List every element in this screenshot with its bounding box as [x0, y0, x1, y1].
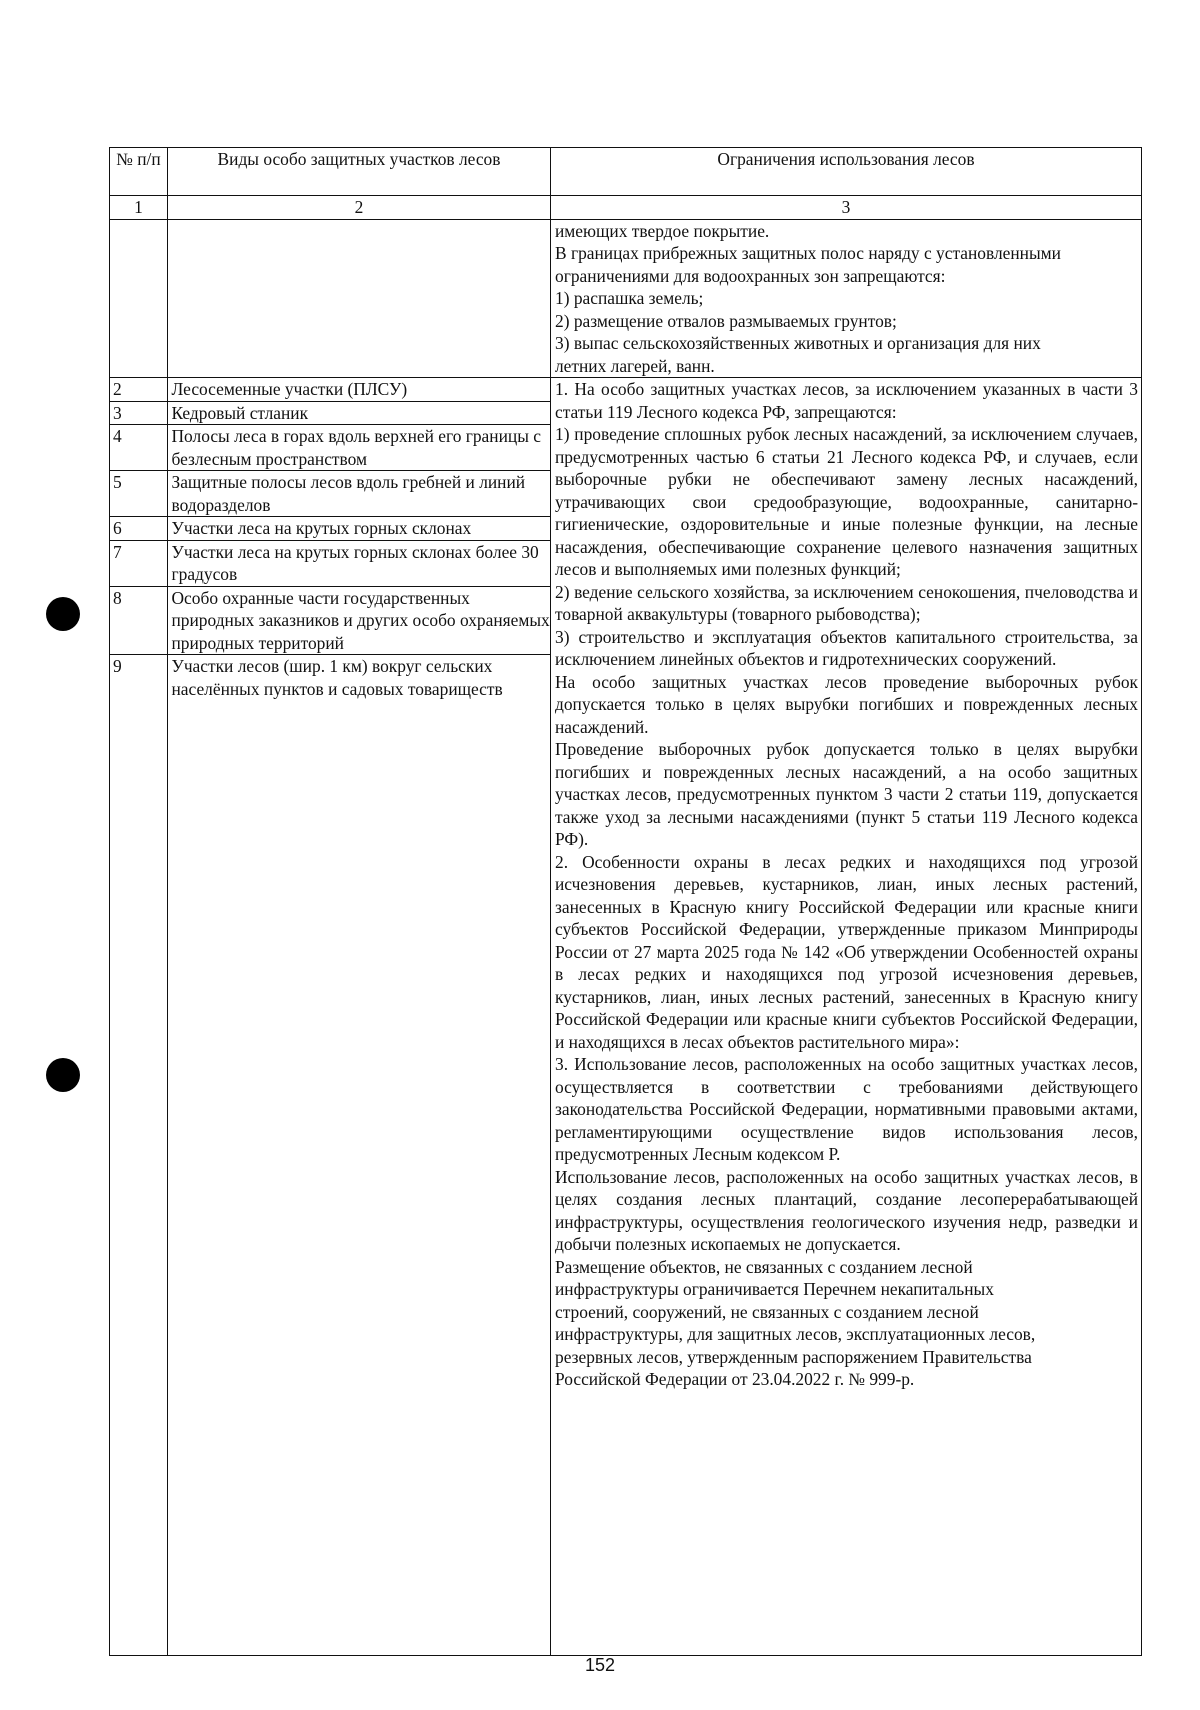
text-line: инфраструктуры, для защитных лесов, эксплуатационных лесов,: [555, 1324, 1036, 1344]
header-col-num: № п/п: [110, 148, 168, 196]
item-name: Защитные полосы лесов вдоль гребней и линий водоразделов: [167, 471, 550, 517]
text-line: ограничениями для водоохранных зон запрещаются:: [555, 265, 946, 286]
continued-restrictions: [551, 219, 1142, 378]
text-line: Размещение объектов, не связанных с созданием лесной: [555, 1256, 973, 1277]
page-number: 152: [584, 1655, 616, 1675]
column-number: 2: [168, 196, 551, 220]
restriction-paragraph: 3) строительство и эксплуатация объектов капитального строительства, за исключением линейных объектов и гидротехнических сооружений.: [555, 626, 1138, 669]
forest-types-cell: [110, 378, 551, 1656]
item-name: Участки леса на крутых горных склонах: [167, 517, 550, 541]
punch-hole: [46, 597, 80, 631]
restriction-paragraph: 1) проведение сплошных рубок лесных насаждений, за исключением случаев, предусмотренных частью 6 статьи 21 Лесного кодекса РФ, и случаев, если выборочные рубки не обеспечивают замену лесных насаждений, утрачивающих свои средообразующие, водоохранные, санитарно-гигиенические, оздоровительные и иные полезные функции, на лесные насаждения, обеспечивающие сохранение целевого назначения защитных лесов и выполняемых ими полезных функций;: [555, 424, 1138, 579]
text-line: летних лагерей, ванн.: [555, 355, 715, 376]
restriction-paragraph: 1. На особо защитных участках лесов, за исключением указанных в части 3 статьи 119 Лесного кодекса РФ, запрещаются:: [555, 379, 1138, 422]
column-number: 3: [551, 196, 1142, 220]
text-line: имеющих твердое покрытие.: [555, 220, 770, 241]
main-row: [110, 378, 1142, 1656]
text-line: Российской Федерации от 23.04.2022 г. № 999-р.: [555, 1369, 915, 1389]
empty-cell: [110, 219, 168, 378]
list-item: [110, 378, 550, 401]
header-col-restrictions: Ограничения использования лесов: [551, 148, 1142, 196]
list-item: [110, 540, 550, 586]
restriction-paragraph: 3. Использование лесов, расположенных на особо защитных участках лесов, осуществляется в соответствии с требованиями действующего законодательства Российской Федерации, нормативными правовыми актами, регламентирующими осуществление видов использования лесов, предусмотренных Лесным кодексом Р.: [555, 1054, 1138, 1164]
item-number: 5: [110, 471, 167, 517]
list-item: [110, 586, 550, 655]
list-item: [110, 425, 550, 471]
restriction-paragraph: 2. Особенности охраны в лесах редких и находящихся под угрозой исчезновения деревьев, кустарников, лиан, иных лесных растений, занесенных в Красную книгу Российской Федерации или красные книги субъектов Российской Федерации, утвержденные приказом Минприроды России от 27 марта 2025 года № 142 «Об утверждении Особенностей охраны в лесах редких и находящихся под угрозой исчезновения деревьев, кустарников, лиан, иных лесных растений, занесенных в Красную книгу Российской Федерации или красные книги субъектов Российской Федерации, и находящихся в лесах объектов растительного мира»:: [555, 851, 1138, 1052]
restrictions-cell: [551, 378, 1142, 1656]
item-number: 3: [110, 401, 167, 425]
empty-cell: [168, 219, 551, 378]
continued-row: [110, 219, 1142, 378]
restriction-paragraph: На особо защитных участках лесов проведение выборочных рубок допускается только в целях вырубки погибших и поврежденных лесных насаждений.: [555, 671, 1138, 737]
forest-types-list: [110, 378, 550, 1655]
forest-restrictions-table: [109, 147, 1142, 1656]
item-number: 4: [110, 425, 167, 471]
punch-hole: [46, 1058, 80, 1092]
item-name: Особо охранные части государственных природных заказников и других особо охраняемых природных территорий: [167, 586, 550, 655]
item-name: Полосы леса в горах вдоль верхней его границы с безлесным пространством: [167, 425, 550, 471]
item-name: Участки лесов (шир. 1 км) вокруг сельских населённых пунктов и садовых товариществ: [171, 656, 503, 699]
list-item: [110, 401, 550, 425]
item-number: 8: [110, 586, 167, 655]
item-number: 7: [110, 540, 167, 586]
list-item: [110, 471, 550, 517]
item-number: 9: [110, 655, 167, 1656]
item-number: 6: [110, 517, 167, 541]
table-header-row: [110, 148, 1142, 196]
text-line: 3) выпас сельскохозяйственных животных и организация для них: [555, 333, 1041, 353]
restriction-paragraph: 2) ведение сельского хозяйства, за исключением сенокошения, пчеловодства и товарной аквакультуры (товарного рыбоводства);: [555, 581, 1138, 624]
item-number: 2: [110, 378, 167, 401]
item-name: Кедровый стланик: [167, 401, 550, 425]
restriction-paragraph: Использование лесов, расположенных на особо защитных участках лесов, в целях создания лесных плантаций, создание лесоперерабатывающей инфраструктуры, осуществления геологического изучения недр, разведки и добычи полезных ископаемых не допускается.: [555, 1166, 1138, 1254]
restriction-paragraph: Проведение выборочных рубок допускается только в целях вырубки погибших и поврежденных лесных насаждений, а на особо защитных участках лесов, предусмотренных пунктом 3 части 2 статьи 119, допускается также уход за лесными насаждениями (пункт 5 статьи 119 Лесного кодекса РФ).: [555, 739, 1138, 849]
column-numbers-row: [110, 196, 1142, 220]
list-item: [110, 655, 550, 1656]
header-col-types: Виды особо защитных участков лесов: [168, 148, 551, 196]
column-number: 1: [110, 196, 168, 220]
text-line: 1) распашка земель;: [555, 288, 704, 308]
text-line: строений, сооружений, не связанных с созданием лесной: [555, 1301, 979, 1322]
text-line: В границах прибрежных защитных полос наряду с установленными: [555, 243, 1061, 263]
text-line: инфраструктуры ограничивается Перечнем некапитальных: [555, 1279, 994, 1299]
item-name: Участки леса на крутых горных склонах более 30 градусов: [167, 540, 550, 586]
item-name: Лесосеменные участки (ПЛСУ): [167, 378, 550, 401]
text-line: 2) размещение отвалов размываемых грунтов;: [555, 310, 897, 331]
list-item: [110, 517, 550, 541]
text-line: резервных лесов, утвержденным распоряжением Правительства: [555, 1346, 1032, 1367]
